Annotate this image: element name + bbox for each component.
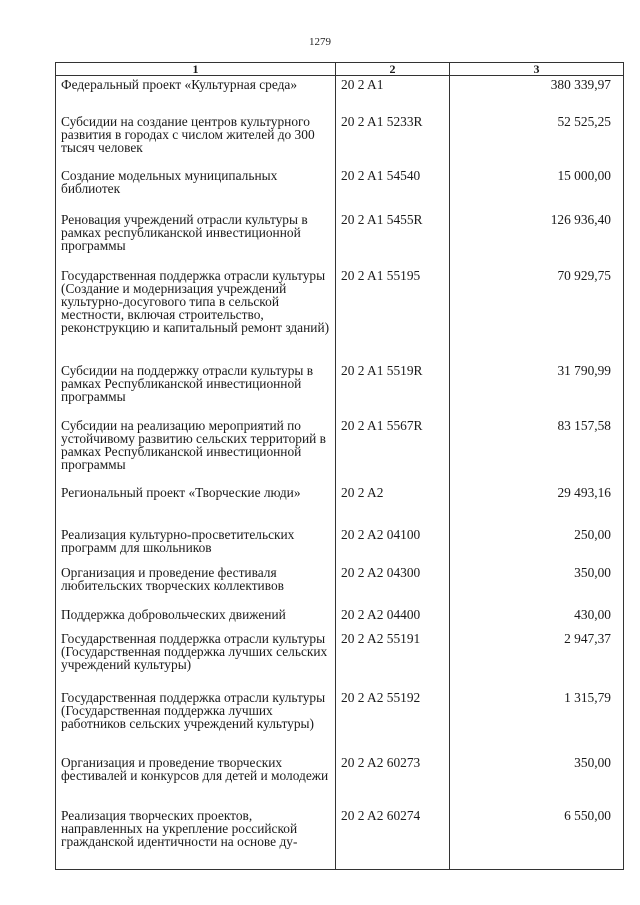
table-row	[56, 484, 624, 526]
item-code: 20 2 A1 5233R	[336, 113, 450, 167]
table-row	[56, 754, 624, 807]
header-row	[56, 63, 624, 76]
item-name: Поддержка добровольческих движений	[56, 606, 336, 630]
table-row	[56, 807, 624, 870]
table-row	[56, 689, 624, 754]
item-amount: 380 339,97	[450, 76, 624, 113]
item-name: Государственная поддержка отрасли культуры (Создание и модернизация учреждений культурно-досугового типа в сельской местности, включая строительство, реконструкцию и капитальный ремонт зданий)	[56, 267, 336, 362]
item-code: 20 2 A1	[336, 76, 450, 113]
item-name: Создание модельных муниципальных библиотек	[56, 167, 336, 211]
table-row	[56, 362, 624, 417]
item-amount: 1 315,79	[450, 689, 624, 754]
item-code: 20 2 A1 5567R	[336, 417, 450, 484]
item-amount: 6 550,00	[450, 807, 624, 870]
table-row	[56, 630, 624, 689]
table-row	[56, 167, 624, 211]
page-number: 1279	[309, 36, 331, 48]
item-name: Организация и проведение фестиваля любительских творческих коллективов	[56, 564, 336, 606]
item-name: Организация и проведение творческих фестивалей и конкурсов для детей и молодежи	[56, 754, 336, 807]
item-name: Региональный проект «Творческие люди»	[56, 484, 336, 526]
item-code: 20 2 A2 60273	[336, 754, 450, 807]
budget-table	[55, 62, 624, 870]
item-amount: 31 790,99	[450, 362, 624, 417]
table-row	[56, 526, 624, 564]
item-code: 20 2 A2	[336, 484, 450, 526]
table-row	[56, 211, 624, 267]
item-name: Субсидии на реализацию мероприятий по устойчивому развитию сельских территорий в рамках Республиканской инвестиционной программы	[56, 417, 336, 484]
item-name: Государственная поддержка отрасли культуры (Государственная поддержка лучших сельских учреждений культуры)	[56, 630, 336, 689]
item-amount: 430,00	[450, 606, 624, 630]
item-code: 20 2 A1 55195	[336, 267, 450, 362]
item-name: Субсидии на создание центров культурного развития в городах с числом жителей до 300 тысяч человек	[56, 113, 336, 167]
item-name: Субсидии на поддержку отрасли культуры в рамках Республиканской инвестиционной программы	[56, 362, 336, 417]
item-name: Государственная поддержка отрасли культуры (Государственная поддержка лучших работников сельских учреждений культуры)	[56, 689, 336, 754]
table-row	[56, 113, 624, 167]
item-amount: 126 936,40	[450, 211, 624, 267]
table-row	[56, 417, 624, 484]
item-amount: 70 929,75	[450, 267, 624, 362]
column-header: 2	[336, 63, 450, 76]
item-code: 20 2 A2 04100	[336, 526, 450, 564]
item-amount: 83 157,58	[450, 417, 624, 484]
item-amount: 52 525,25	[450, 113, 624, 167]
item-amount: 350,00	[450, 564, 624, 606]
column-header: 1	[56, 63, 336, 76]
item-name: Реализация культурно-просветительских программ для школьников	[56, 526, 336, 564]
bottom-rule	[55, 869, 623, 870]
item-code: 20 2 A1 5455R	[336, 211, 450, 267]
item-code: 20 2 A1 5519R	[336, 362, 450, 417]
item-code: 20 2 A2 55192	[336, 689, 450, 754]
column-header: 3	[450, 63, 624, 76]
item-amount: 15 000,00	[450, 167, 624, 211]
table-row	[56, 564, 624, 606]
item-amount: 2 947,37	[450, 630, 624, 689]
item-amount: 250,00	[450, 526, 624, 564]
item-name: Федеральный проект «Культурная среда»	[56, 76, 336, 113]
item-name: Реализация творческих проектов, направленных на укрепление российской гражданской идентичности на основе ду-	[56, 807, 336, 870]
item-code: 20 2 A1 54540	[336, 167, 450, 211]
item-amount: 29 493,16	[450, 484, 624, 526]
item-amount: 350,00	[450, 754, 624, 807]
table-row	[56, 267, 624, 362]
item-code: 20 2 A2 04300	[336, 564, 450, 606]
table-row	[56, 606, 624, 630]
table-row	[56, 76, 624, 113]
item-code: 20 2 A2 04400	[336, 606, 450, 630]
item-name: Реновация учреждений отрасли культуры в рамках республиканской инвестиционной программы	[56, 211, 336, 267]
item-code: 20 2 A2 55191	[336, 630, 450, 689]
item-code: 20 2 A2 60274	[336, 807, 450, 870]
